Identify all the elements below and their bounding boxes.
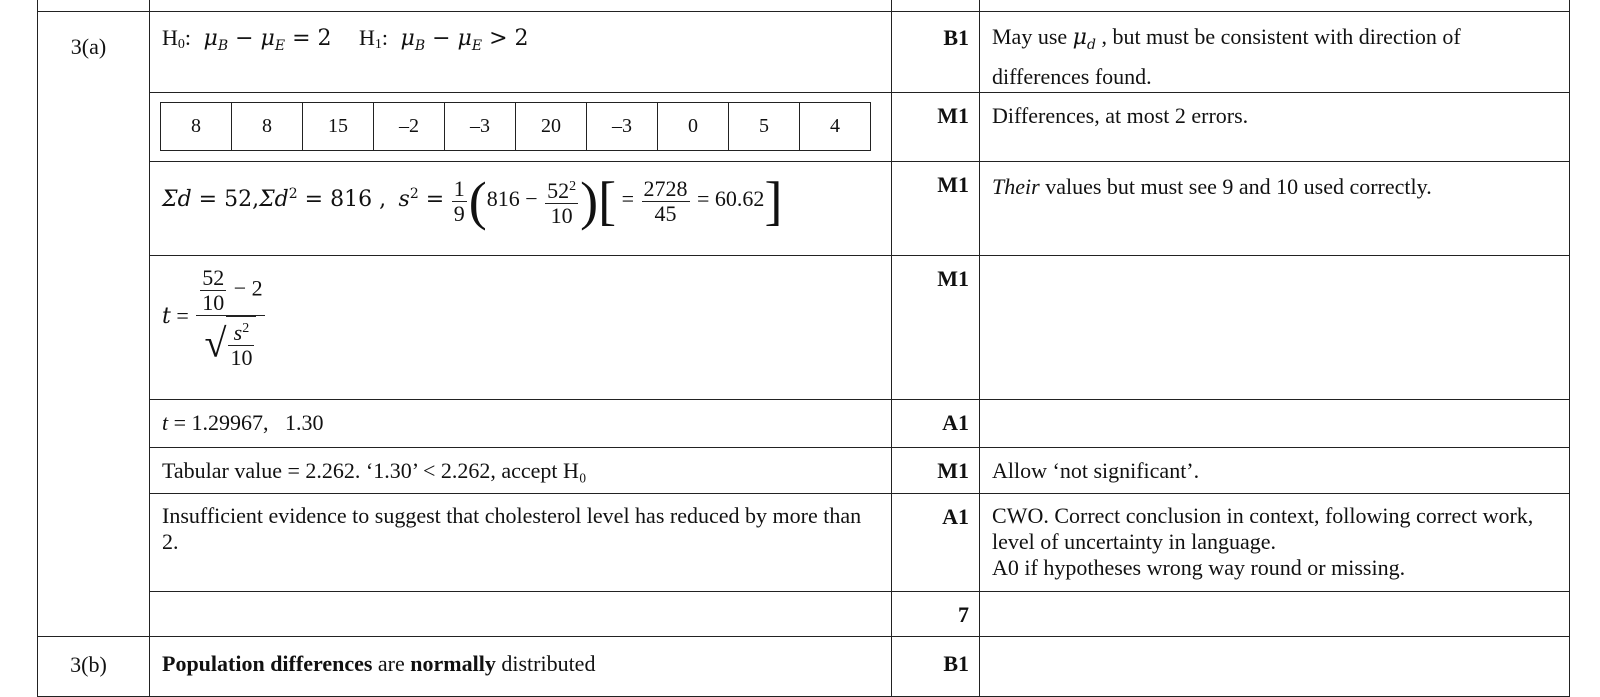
- question-number-cell: [38, 637, 150, 697]
- mark: A1: [942, 504, 969, 529]
- mark: M1: [937, 103, 969, 128]
- h0-expression: $\mu_B - \mu_E = 2$: [196, 26, 332, 54]
- mark-cell: [892, 592, 980, 637]
- question-number: 3(b): [70, 652, 107, 677]
- table-row-hypotheses: [38, 12, 1570, 93]
- difference-value: 4: [800, 103, 871, 151]
- guidance-cell: [980, 448, 1570, 494]
- answer-cell: [150, 494, 892, 592]
- mark-cell: [892, 400, 980, 448]
- table-row-tabular-value: [38, 448, 1570, 494]
- guidance-text: Differences, at most 2 errors.: [992, 103, 1249, 128]
- table-row-part-b: [38, 637, 1570, 697]
- answer-cell: [150, 448, 892, 494]
- table-row-conclusion: [38, 494, 1570, 592]
- tabular-comparison: Tabular value = 2.262. ‘1.30’ < 2.262, accept H₀: [162, 458, 587, 483]
- mark: B1: [943, 651, 969, 676]
- h1-expression: $\mu_B - \mu_E > 2$: [393, 26, 529, 54]
- question-number-cell: [38, 12, 150, 637]
- guidance-cell: [980, 12, 1570, 93]
- difference-value: 5: [729, 103, 800, 151]
- mark-cell: [892, 256, 980, 400]
- question-number: 3(a): [70, 34, 107, 59]
- guidance-cell: [980, 637, 1570, 697]
- mark: M1: [937, 172, 969, 197]
- t-value: t = 1.29967, 1.30: [162, 410, 324, 435]
- difference-value: 8: [232, 103, 303, 151]
- mark-cell: [892, 448, 980, 494]
- table-row-differences: [38, 93, 1570, 162]
- difference-value: 20: [516, 103, 587, 151]
- assumption-text: Population differences are normally distributed: [162, 651, 596, 676]
- guidance-text: CWO. Correct conclusion in context, following correct work, level of uncertainty in language.: [992, 503, 1534, 554]
- table-row-t-value: [38, 400, 1570, 448]
- table-row-total: [38, 592, 1570, 637]
- difference-value: 0: [658, 103, 729, 151]
- variance-working: $\Sigma d = 52,\Sigma d^2 = 816$ , $s^2$ = $\frac{1}{9}$ (816 − $\frac{52^2}{10}$ )[ = $\frac{2728}{45}$ = 60.62]: [162, 171, 783, 231]
- guidance-cell: [980, 494, 1570, 592]
- guidance-cell: [980, 256, 1570, 400]
- guidance-text: Allow ‘not significant’.: [992, 458, 1200, 483]
- table-row-header-remnant: [38, 0, 1570, 12]
- sums: $\Sigma d = 52,\Sigma d^2 = 816$ ,: [162, 186, 387, 213]
- mark-cell: [892, 494, 980, 592]
- guidance-cell: [980, 592, 1570, 637]
- guidance-text: May use $\mu_d$ , but must be consistent with direction of differences found.: [992, 24, 1461, 89]
- guidance-cell: [980, 400, 1570, 448]
- answer-cell: [150, 256, 892, 400]
- guidance-text: A0 if hypotheses wrong way round or missing.: [992, 555, 1406, 580]
- mark-cell: [892, 637, 980, 697]
- h1-label: H1:: [359, 25, 389, 52]
- total-mark: 7: [958, 602, 969, 627]
- difference-value: –3: [587, 103, 658, 151]
- mark: B1: [943, 25, 969, 50]
- mark-cell: [892, 93, 980, 162]
- answer-cell: [150, 400, 892, 448]
- difference-value: –2: [374, 103, 445, 151]
- mark: M1: [937, 266, 969, 291]
- answer-cell: [150, 592, 892, 637]
- difference-value: 15: [303, 103, 374, 151]
- mark: M1: [937, 458, 969, 483]
- difference-value: –3: [445, 103, 516, 151]
- guidance-cell: [980, 162, 1570, 256]
- differences-table: [160, 102, 871, 151]
- mark-scheme-table: [37, 0, 1570, 697]
- h0-label: H0:: [162, 25, 192, 52]
- answer-cell: [150, 637, 892, 697]
- mark: A1: [942, 410, 969, 435]
- mark-cell: [892, 162, 980, 256]
- answer-cell: [150, 162, 892, 256]
- difference-value: 8: [161, 103, 232, 151]
- table-row-t-formula: [38, 256, 1570, 400]
- guidance-text: Their values but must see 9 and 10 used correctly.: [992, 174, 1432, 199]
- answer-cell: [150, 12, 892, 93]
- conclusion-text: Insufficient evidence to suggest that cholesterol level has reduced by more than 2.: [162, 503, 862, 554]
- guidance-cell: [980, 93, 1570, 162]
- mark-cell: [892, 12, 980, 93]
- table-row-variance: [38, 162, 1570, 256]
- answer-cell: [150, 93, 892, 162]
- t-formula: t = $\frac{52}{10}$ − 2 √ $\frac{s^2}{10}$: [162, 265, 263, 370]
